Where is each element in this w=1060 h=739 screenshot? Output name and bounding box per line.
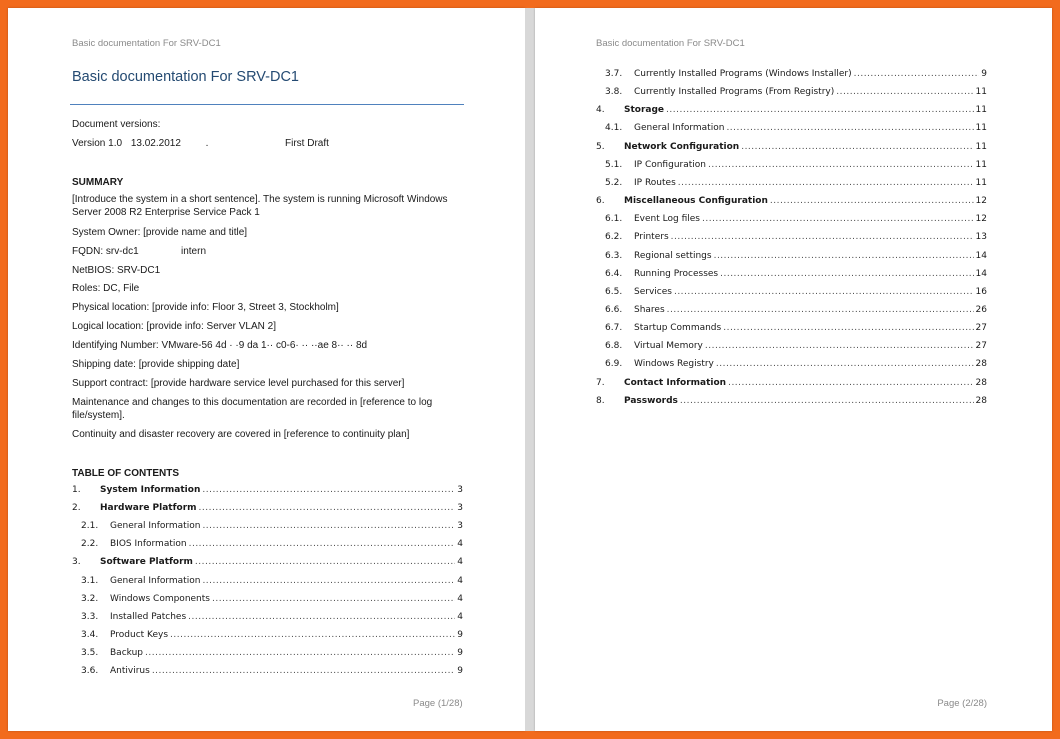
version-status: First Draft [285, 138, 329, 149]
toc-entry-number: 5.2. [605, 177, 623, 188]
toc-leader-dots [720, 269, 973, 279]
toc-entry-title: General Information [110, 521, 201, 532]
toc-entry-page: 28 [975, 359, 987, 370]
toc-entry-title: BIOS Information [110, 539, 187, 550]
version-date: 13.02.2012 [130, 138, 181, 149]
toc-entry-title: Contact Information [624, 377, 727, 388]
toc-entry-title: Printers [634, 232, 669, 243]
toc-entry[interactable] [596, 378, 987, 391]
toc-entry[interactable] [605, 323, 987, 336]
toc-leader-dots [202, 521, 455, 531]
toc-entry[interactable] [596, 105, 987, 118]
toc-entry-page: 9 [457, 647, 463, 658]
toc-entry[interactable] [605, 232, 987, 245]
toc-entry-page: 28 [975, 377, 987, 388]
toc-entry-title: Network Configuration [624, 141, 740, 152]
toc-entry-number: 3.3. [81, 611, 99, 622]
toc-leader-dots [726, 123, 973, 133]
toc-entry-number: 3.7. [605, 69, 623, 79]
toc-entry[interactable] [605, 160, 987, 173]
toc-entry-page: 12 [975, 214, 987, 225]
fqdn [72, 245, 207, 259]
toc-entry[interactable] [596, 396, 987, 409]
toc-entry[interactable] [81, 612, 463, 625]
toc-entry-title: Software Platform [100, 557, 193, 568]
toc-leader-dots [708, 160, 974, 170]
toc-entry-page: 27 [975, 323, 987, 334]
toc-entry-number: 8. [596, 395, 605, 406]
toc-leader-dots [145, 648, 455, 658]
toc-entry-number: 6.1. [605, 214, 623, 225]
toc-entry-number: 6.2. [605, 232, 623, 243]
toc-entry-title: Product Keys [110, 629, 169, 640]
toc-leader-dots [728, 378, 973, 388]
toc-entry-page: 14 [975, 250, 987, 261]
toc-entry-title: Backup [110, 647, 143, 658]
toc-entry-title: Installed Patches [110, 611, 187, 622]
document-title: Basic documentation For SRV-DC1 [72, 69, 300, 85]
toc-leader-dots [702, 214, 974, 224]
toc-entry[interactable] [72, 503, 463, 516]
toc-entry-title: Startup Commands [634, 323, 722, 334]
versions-label: Document versions: [72, 119, 161, 130]
maintenance-note: Maintenance and changes to this documentation are recorded in [reference to log file/system]. [72, 397, 433, 421]
system-owner: System Owner: [provide name and title] [72, 227, 248, 238]
toc-entry[interactable] [605, 341, 987, 354]
toc-entry-title: Running Processes [634, 268, 719, 279]
toc-entry-title: Regional settings [634, 250, 712, 261]
toc-entry-page: 11 [975, 177, 987, 188]
toc-leader-dots [195, 557, 455, 567]
toc-entry-number: 1. [72, 485, 81, 495]
toc-leader-dots [714, 251, 974, 261]
toc-leader-dots [671, 232, 974, 242]
toc-leader-dots [680, 396, 974, 406]
toc-entry-number: 3.1. [81, 575, 99, 586]
toc-entry[interactable] [81, 648, 463, 661]
toc-entry-number: 3.4. [81, 629, 99, 640]
toc-entry-title: Shares [634, 304, 665, 315]
fqdn-label: FQDN: srv-dc1 [72, 246, 139, 257]
toc-entry-number: 3.6. [81, 666, 99, 676]
toc-leader-dots [705, 341, 974, 351]
toc-entry-number: 4. [596, 105, 605, 116]
identifying-number: Identifying Number: VMware-56 4d · ·9 da 1·· c0-6· ·· ··ae 8·· ·· 8d [72, 340, 368, 351]
toc-entry-number: 6. [596, 196, 605, 207]
roles: Roles: DC, File [72, 283, 140, 294]
summary-intro: [Introduce the system in a short sentence]. The system is running Microsoft Windows Server 2008 R2 Enterprise Service Pack 1 [72, 194, 448, 218]
toc-entry[interactable] [596, 142, 987, 155]
toc-entry-number: 2. [72, 503, 81, 514]
toc-entry-number: 2.1. [81, 521, 99, 532]
toc-entry[interactable] [72, 485, 463, 498]
toc-entry-number: 6.9. [605, 359, 623, 370]
title-underline [70, 104, 464, 105]
toc-leader-dots [667, 305, 974, 315]
toc-entry-page: 3 [457, 503, 463, 514]
toc-heading: TABLE OF CONTENTS [72, 468, 180, 479]
toc-entry[interactable] [81, 576, 463, 589]
toc-entry[interactable] [605, 287, 987, 300]
shipping-date: Shipping date: [provide shipping date] [72, 359, 240, 370]
version-row [72, 137, 329, 151]
toc-entry[interactable] [596, 196, 987, 209]
toc-entry-title: Miscellaneous Configuration [624, 196, 768, 207]
toc-entry-page: 12 [975, 196, 987, 207]
toc-entry-page: 14 [975, 268, 987, 279]
toc-leader-dots [770, 196, 974, 206]
toc-entry[interactable] [81, 539, 463, 552]
fqdn-suffix: intern [181, 246, 207, 257]
toc-entry[interactable] [81, 521, 463, 534]
toc-entry[interactable] [81, 666, 463, 679]
toc-entry[interactable] [605, 178, 987, 191]
toc-entry[interactable] [81, 630, 463, 643]
toc-entry[interactable] [605, 269, 987, 282]
toc-entry-page: 4 [457, 611, 463, 622]
page-footer: Page (2/28) [937, 698, 987, 709]
toc-entry-page: 26 [975, 304, 987, 315]
toc-entry-number: 7. [596, 377, 605, 388]
toc-leader-dots [723, 323, 973, 333]
netbios: NetBIOS: SRV-DC1 [72, 265, 161, 276]
toc-leader-dots [678, 178, 974, 188]
toc-entry-title: Event Log files [634, 214, 700, 225]
toc-entry-number: 6.5. [605, 286, 623, 297]
toc-entry-title: Hardware Platform [100, 503, 197, 514]
toc-entry-number: 2.2. [81, 539, 99, 550]
toc-leader-dots [741, 142, 973, 152]
toc-leader-dots [189, 539, 456, 549]
toc-entry-page: 4 [457, 557, 463, 568]
toc-entry[interactable] [605, 123, 987, 136]
toc-leader-dots [188, 612, 455, 622]
toc-entry-number: 3.8. [605, 87, 623, 98]
toc-entry-number: 6.3. [605, 250, 623, 261]
toc-entry-title: Currently Installed Programs (Windows Installer) [634, 69, 852, 79]
document-page-1 [8, 8, 525, 731]
toc-leader-dots [666, 105, 974, 115]
toc-entry-page: 11 [975, 159, 987, 170]
toc-entry-page: 4 [457, 593, 463, 604]
toc-entry-number: 3.5. [81, 647, 99, 658]
version-number: Version 1.0 [72, 138, 123, 149]
toc-entry-page: 9 [981, 69, 987, 79]
continuity-note: Continuity and disaster recovery are covered in [reference to continuity plan] [72, 429, 410, 440]
toc-entry-number: 6.4. [605, 268, 623, 279]
toc-entry-page: 3 [457, 485, 463, 495]
toc-entry-number: 3.2. [81, 593, 99, 604]
page-footer: Page (1/28) [413, 698, 463, 709]
toc-entry-title: System Information [100, 485, 201, 495]
toc-entry-page: 11 [975, 141, 987, 152]
toc-entry-title: IP Routes [634, 177, 676, 188]
toc-entry[interactable] [81, 594, 463, 607]
toc-entry-number: 6.8. [605, 341, 623, 352]
toc-entry-title: Windows Registry [634, 359, 714, 370]
toc-entry-title: Storage [624, 105, 665, 116]
toc-entry-title: Currently Installed Programs (From Registry) [634, 87, 835, 98]
support-contract: Support contract: [provide hardware service level purchased for this server] [72, 378, 405, 389]
running-header: Basic documentation For SRV-DC1 [596, 38, 745, 49]
page-gutter [525, 8, 535, 731]
toc-entry-title: General Information [634, 123, 725, 134]
toc-entry-title: Passwords [624, 395, 678, 406]
running-header: Basic documentation For SRV-DC1 [72, 38, 221, 49]
toc-entry-title: Antivirus [110, 666, 150, 676]
toc-entry-page: 4 [457, 575, 463, 586]
toc-entry-title: Windows Components [110, 593, 210, 604]
toc-entry-title: General Information [110, 575, 201, 586]
toc-leader-dots [854, 69, 980, 79]
version-separator: . [205, 138, 209, 149]
toc-leader-dots [202, 485, 455, 495]
toc-leader-dots [836, 87, 973, 97]
toc-entry-title: Virtual Memory [634, 341, 703, 352]
toc-leader-dots [212, 594, 455, 604]
toc-entry[interactable] [605, 251, 987, 264]
toc-entry-page: 9 [457, 629, 463, 640]
toc-entry-page: 27 [975, 341, 987, 352]
toc-entry-title: Services [634, 286, 672, 297]
toc-entry-title: IP Configuration [634, 159, 706, 170]
toc-entry[interactable] [605, 214, 987, 227]
toc-leader-dots [202, 576, 455, 586]
toc-entry-page: 11 [975, 123, 987, 134]
toc-entry-number: 6.6. [605, 304, 623, 315]
toc-entry-page: 4 [457, 539, 463, 550]
toc-entry-page: 9 [457, 666, 463, 676]
toc-leader-dots [199, 503, 456, 513]
toc-entry-page: 11 [975, 105, 987, 116]
toc-entry-page: 3 [457, 521, 463, 532]
toc-entry-number: 5.1. [605, 159, 623, 170]
toc-entry-page: 13 [975, 232, 987, 243]
toc-entry-number: 4.1. [605, 123, 623, 134]
summary-heading: SUMMARY [72, 177, 124, 188]
toc-leader-dots [152, 666, 455, 676]
logical-location: Logical location: [provide info: Server VLAN 2] [72, 321, 276, 332]
toc-entry-page: 16 [975, 286, 987, 297]
toc-leader-dots [170, 630, 455, 640]
toc-leader-dots [716, 359, 974, 369]
toc-entry-number: 3. [72, 557, 81, 568]
toc-entry[interactable] [605, 87, 987, 100]
toc-entry-number: 5. [596, 141, 605, 152]
toc-entry[interactable] [605, 359, 987, 372]
document-page-2 [535, 8, 1052, 731]
toc-entry-number: 6.7. [605, 323, 623, 334]
toc-entry[interactable] [605, 305, 987, 318]
toc-entry-page: 11 [975, 87, 987, 98]
toc-entry-page: 28 [975, 395, 987, 406]
toc-entry[interactable] [72, 557, 463, 570]
toc-entry[interactable] [605, 69, 987, 82]
physical-location: Physical location: [provide info: Floor 3, Street 3, Stockholm] [72, 302, 339, 313]
toc-leader-dots [674, 287, 974, 297]
